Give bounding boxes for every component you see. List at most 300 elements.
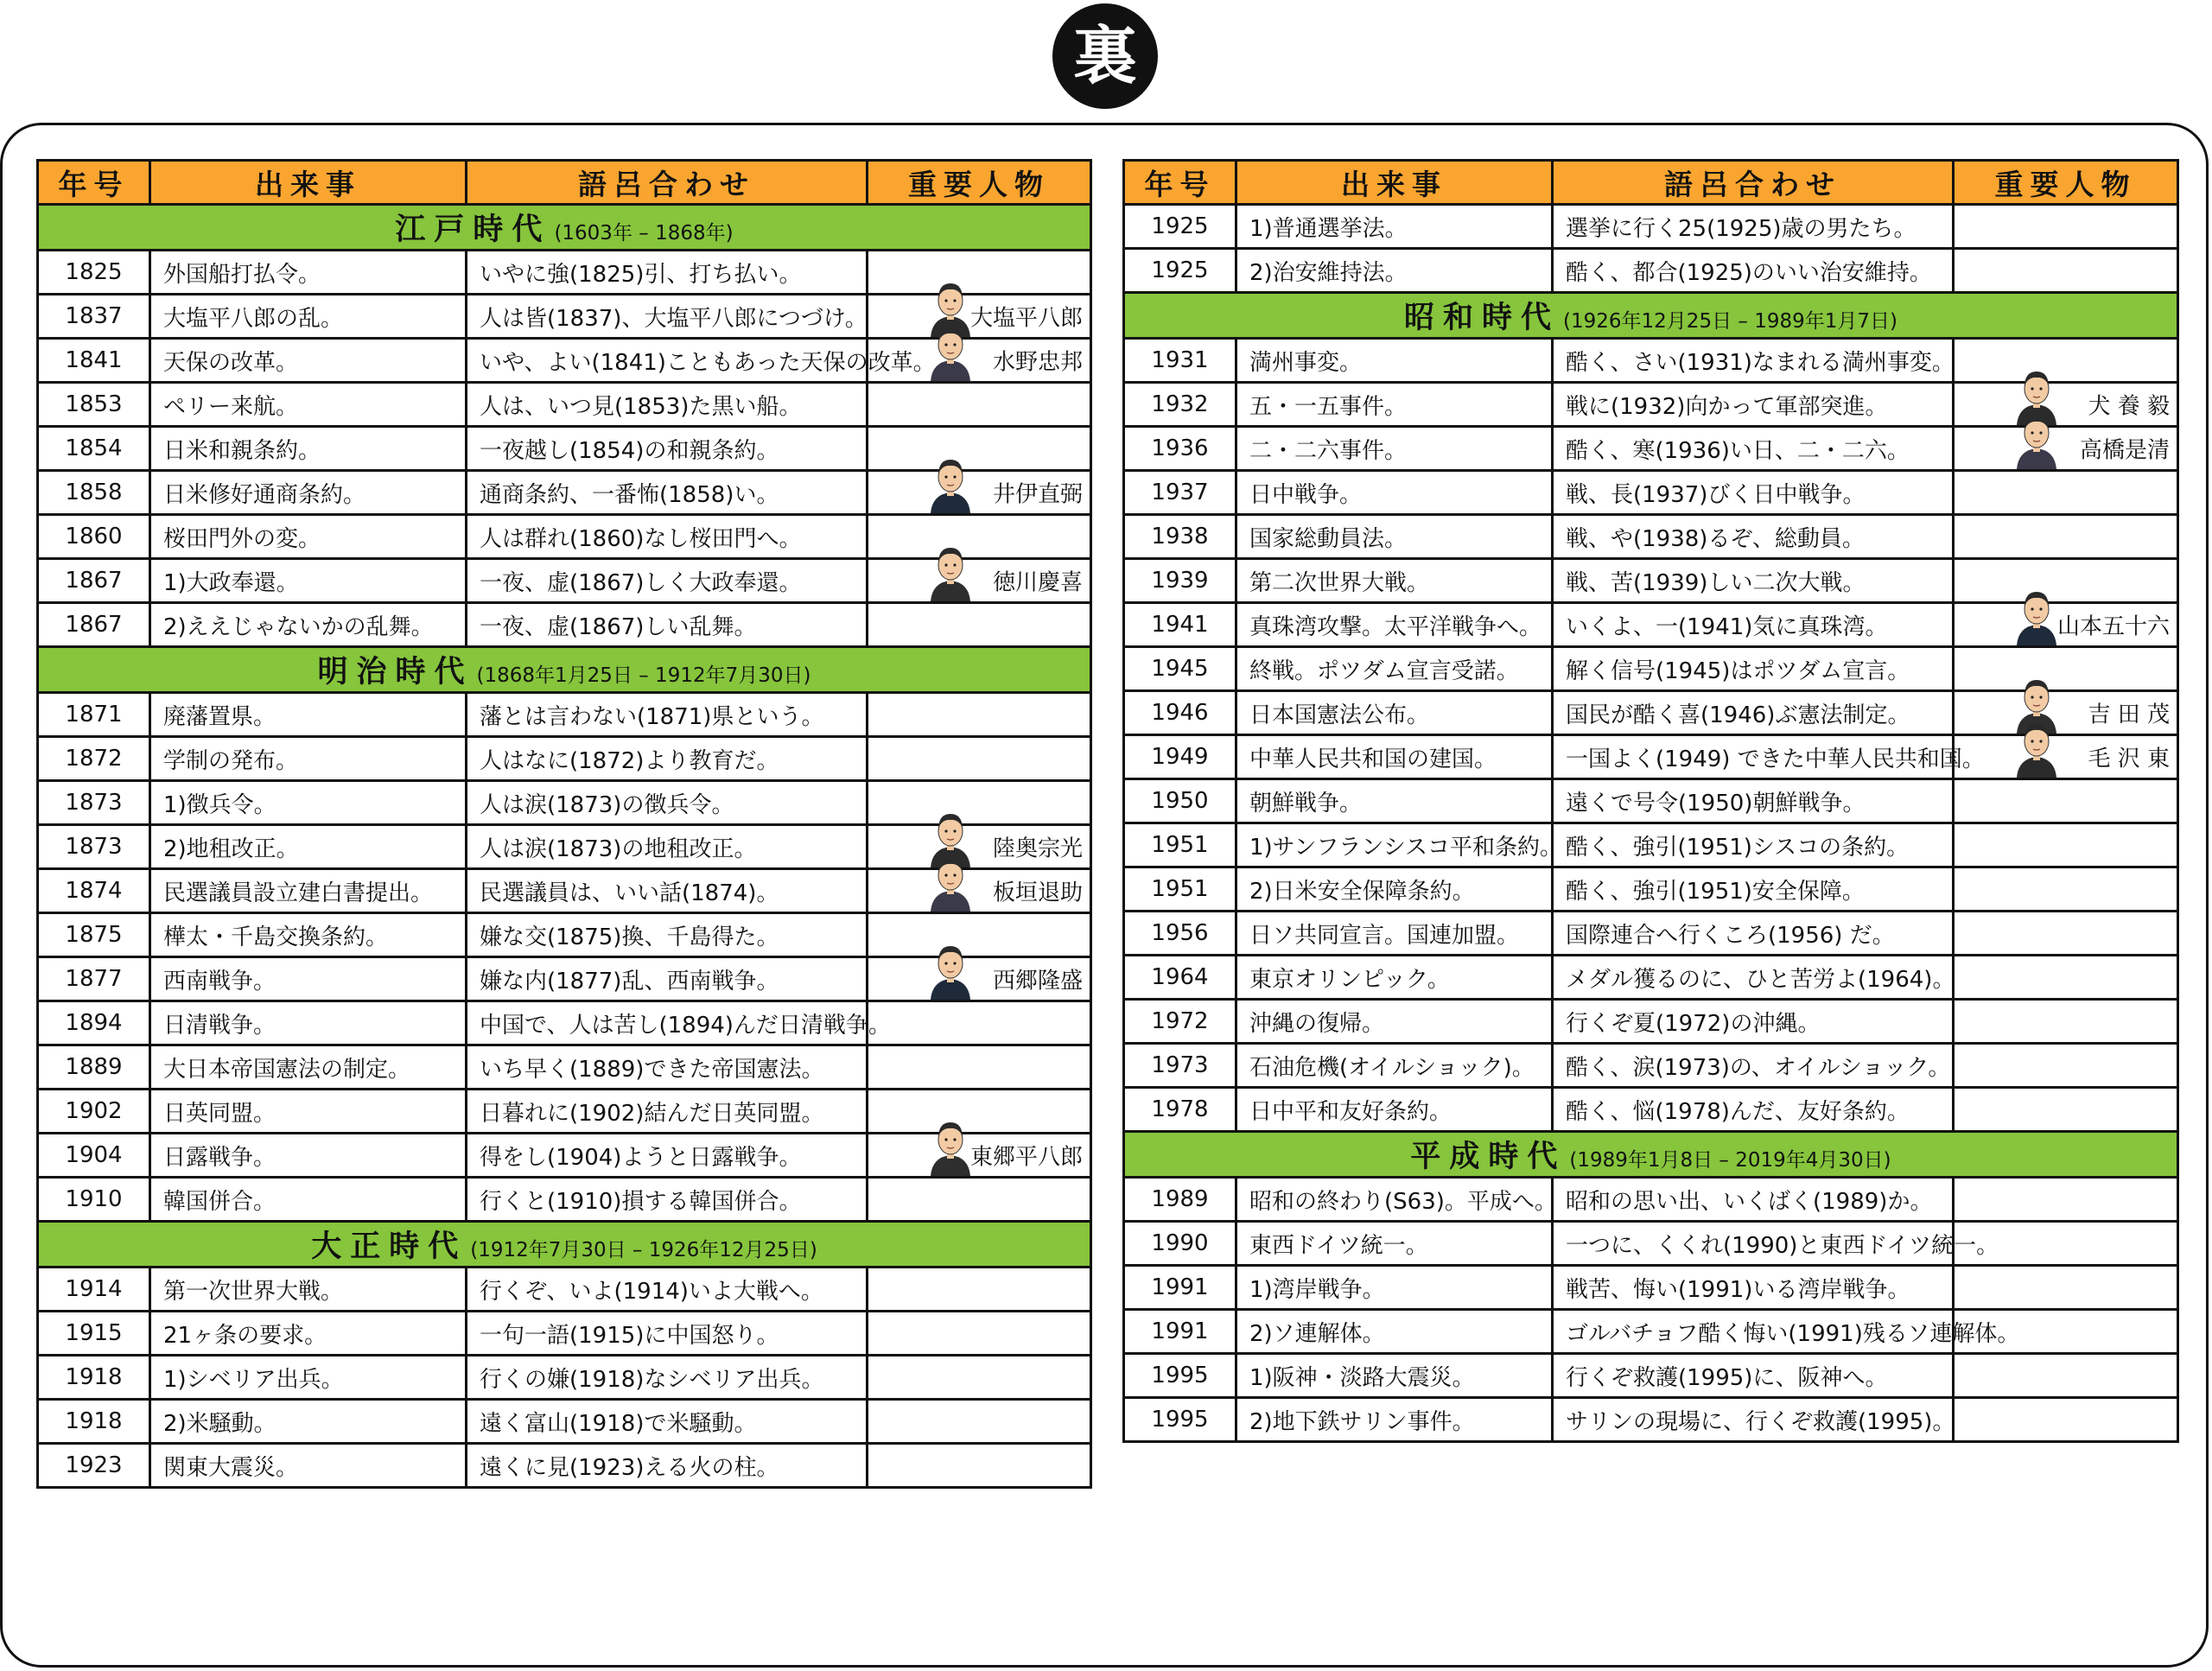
person-cell	[868, 1045, 1091, 1090]
table-row	[38, 339, 1091, 383]
mnemonic-cell: 通商条約、一番怖(1858)い。	[467, 471, 868, 515]
year-cell: 1871	[38, 693, 150, 737]
event-cell: 中華人民共和国の建国。	[1236, 735, 1553, 779]
event-cell: 朝鮮戦争。	[1236, 779, 1553, 823]
mnemonic-cell: 一国よく(1949) できた中華人民共和国。	[1553, 735, 1954, 779]
person-name: 井伊直弼	[992, 481, 1083, 508]
person-cell	[868, 913, 1091, 957]
event-cell: 21ヶ条の要求。	[150, 1312, 467, 1356]
table-row	[1124, 1000, 2178, 1044]
event-cell: 廃藩置県。	[150, 693, 467, 737]
year-cell: 1991	[1124, 1310, 1236, 1354]
portrait-illustration	[927, 319, 974, 381]
table-row	[38, 559, 1091, 603]
year-cell: 1874	[38, 869, 150, 913]
table-row	[38, 1268, 1091, 1312]
event-cell: 桜田門外の変。	[150, 515, 467, 559]
person-cell	[868, 251, 1091, 295]
table-row	[38, 1178, 1091, 1222]
year-cell: 1841	[38, 339, 150, 383]
person-cell	[1954, 691, 2178, 735]
event-cell: 日米修好通商条約。	[150, 471, 467, 515]
portrait-illustration	[927, 451, 974, 513]
person-cell	[868, 1268, 1091, 1312]
person-cell	[868, 957, 1091, 1001]
header-year: 年号	[1124, 161, 1236, 205]
event-cell: 日清戦争。	[150, 1001, 467, 1045]
mnemonic-cell: 国際連合へ行くころ(1956) だ。	[1553, 912, 1954, 956]
year-cell: 1956	[1124, 912, 1236, 956]
event-cell: 1)徴兵令。	[150, 781, 467, 825]
portrait-illustration	[2013, 583, 2060, 645]
event-cell: 1)シベリア出兵。	[150, 1356, 467, 1400]
person-cell	[868, 427, 1091, 471]
portrait-illustration	[927, 1114, 974, 1176]
mnemonic-cell: 嫌な内(1877)乱、西南戦争。	[467, 957, 868, 1001]
portrait-illustration	[927, 937, 974, 1000]
era-range: (1868年1月25日 – 1912年7月30日)	[476, 664, 811, 687]
person-cell	[868, 1444, 1091, 1488]
era-cell	[1124, 1132, 2178, 1178]
mnemonic-cell: 中国で、人は苦し(1894)んだ日清戦争。	[467, 1001, 868, 1045]
event-cell: 1)湾岸戦争。	[1236, 1266, 1553, 1310]
mnemonic-cell: 一夜、虚(1867)しく大政奉還。	[467, 559, 868, 603]
year-cell: 1853	[38, 383, 150, 427]
table-row	[1124, 779, 2178, 823]
table-row	[38, 693, 1091, 737]
table-row	[38, 1444, 1091, 1488]
event-cell: 2)米騒動。	[150, 1400, 467, 1444]
event-cell: 真珠湾攻撃。太平洋戦争へ。	[1236, 603, 1553, 647]
event-cell: 第一次世界大戦。	[150, 1268, 467, 1312]
year-cell: 1995	[1124, 1354, 1236, 1398]
person-cell	[1954, 1178, 2178, 1222]
header-event: 出来事	[150, 161, 467, 205]
table-row	[1124, 912, 2178, 956]
event-cell: 日米和親条約。	[150, 427, 467, 471]
person-name: 水野忠邦	[992, 349, 1083, 376]
person-cell	[1954, 339, 2178, 383]
mnemonic-cell: 人は群れ(1860)なし桜田門へ。	[467, 515, 868, 559]
mnemonic-cell: 得をし(1904)ようと日露戦争。	[467, 1134, 868, 1178]
year-cell: 1872	[38, 737, 150, 781]
event-cell: 1)普通選挙法。	[1236, 205, 1553, 249]
year-cell: 1945	[1124, 647, 1236, 691]
year-cell: 1949	[1124, 735, 1236, 779]
table-row	[1124, 471, 2178, 515]
year-cell: 1951	[1124, 823, 1236, 867]
mnemonic-cell: 行くぞ、いよ(1914)いよ大戦へ。	[467, 1268, 868, 1312]
person-name: 高橋是清	[2079, 437, 2170, 464]
person-cell	[868, 693, 1091, 737]
mnemonic-cell: 酷く、都合(1925)のいい治安維持。	[1553, 249, 1954, 293]
mnemonic-cell: 戦、長(1937)びく日中戦争。	[1553, 471, 1954, 515]
table-row	[1124, 735, 2178, 779]
table-row	[1124, 427, 2178, 471]
mnemonic-cell: 酷く、寒(1936)い日、二・二六。	[1553, 427, 1954, 471]
mnemonic-cell: 国民が酷く喜(1946)ぶ憲法制定。	[1553, 691, 1954, 735]
year-cell: 1867	[38, 603, 150, 647]
person-cell	[868, 339, 1091, 383]
mnemonic-cell: 民選議員は、いい話(1874)。	[467, 869, 868, 913]
person-cell	[1954, 1044, 2178, 1088]
table-row	[38, 1356, 1091, 1400]
table-row	[38, 383, 1091, 427]
table-row	[38, 1045, 1091, 1090]
portrait-illustration	[2013, 407, 2060, 469]
era-row	[38, 647, 1091, 693]
table-row	[1124, 823, 2178, 867]
era-range: (1912年7月30日 – 1926年12月25日)	[470, 1239, 817, 1261]
person-name: 大塩平八郎	[969, 305, 1083, 332]
year-cell: 1858	[38, 471, 150, 515]
person-name: 陸奥宗光	[992, 836, 1083, 862]
event-cell: 関東大震災。	[150, 1444, 467, 1488]
year-cell: 1918	[38, 1356, 150, 1400]
mnemonic-cell: 人は涙(1873)の地租改正。	[467, 825, 868, 869]
era-row	[1124, 293, 2178, 339]
year-cell: 1936	[1124, 427, 1236, 471]
event-cell: 第二次世界大戦。	[1236, 559, 1553, 603]
event-cell: 日英同盟。	[150, 1090, 467, 1134]
table-row	[38, 1400, 1091, 1444]
mnemonic-cell: 一夜越し(1854)の和親条約。	[467, 427, 868, 471]
event-cell: 1)阪神・淡路大震災。	[1236, 1354, 1553, 1398]
event-cell: 2)治安維持法。	[1236, 249, 1553, 293]
person-cell	[1954, 1354, 2178, 1398]
era-cell	[38, 647, 1091, 693]
person-cell	[1954, 912, 2178, 956]
person-cell	[1954, 1088, 2178, 1132]
mnemonic-cell: サリンの現場に、行くぞ救護(1995)。	[1553, 1398, 1954, 1442]
mnemonic-cell: 解く信号(1945)はポツダム宣言。	[1553, 647, 1954, 691]
event-cell: 満州事変。	[1236, 339, 1553, 383]
event-cell: 樺太・千島交換条約。	[150, 913, 467, 957]
event-cell: 学制の発布。	[150, 737, 467, 781]
event-cell: 大塩平八郎の乱。	[150, 295, 467, 339]
year-cell: 1932	[1124, 383, 1236, 427]
era-row	[1124, 1132, 2178, 1178]
era-cell	[38, 1222, 1091, 1268]
mnemonic-cell: 人は、いつ見(1853)た黒い船。	[467, 383, 868, 427]
event-cell: 西南戦争。	[150, 957, 467, 1001]
portrait-illustration	[927, 539, 974, 601]
era-name: 昭和時代	[1404, 301, 1560, 335]
year-cell: 1860	[38, 515, 150, 559]
table-row	[1124, 249, 2178, 293]
event-cell: 天保の改革。	[150, 339, 467, 383]
table-row	[38, 957, 1091, 1001]
person-cell	[1954, 249, 2178, 293]
person-name: 毛 沢 東	[2088, 746, 2170, 772]
year-cell: 1854	[38, 427, 150, 471]
year-cell: 1937	[1124, 471, 1236, 515]
person-cell	[1954, 1222, 2178, 1266]
mnemonic-cell: 行くぞ夏(1972)の沖縄。	[1553, 1000, 1954, 1044]
event-cell: 2)地下鉄サリン事件。	[1236, 1398, 1553, 1442]
event-cell: 2)地租改正。	[150, 825, 467, 869]
event-cell: 終戦。ポツダム宣言受諾。	[1236, 647, 1553, 691]
event-cell: 東京オリンピック。	[1236, 956, 1553, 1000]
header-person: 重要人物	[1954, 161, 2178, 205]
table-row	[38, 737, 1091, 781]
event-cell: 民選議員設立建白書提出。	[150, 869, 467, 913]
mnemonic-cell: 一夜、虚(1867)しい乱舞。	[467, 603, 868, 647]
mnemonic-cell: 酷く、涙(1973)の、オイルショック。	[1553, 1044, 1954, 1088]
table-row	[1124, 1266, 2178, 1310]
event-cell: 2)ソ連解体。	[1236, 1310, 1553, 1354]
mnemonic-cell: 行くぞ救護(1995)に、阪神へ。	[1553, 1354, 1954, 1398]
era-row	[38, 1222, 1091, 1268]
year-cell: 1867	[38, 559, 150, 603]
mnemonic-cell: 人は涙(1873)の徴兵令。	[467, 781, 868, 825]
event-cell: 日ソ共同宣言。国連加盟。	[1236, 912, 1553, 956]
era-name: 大正時代	[311, 1229, 467, 1264]
year-cell: 1923	[38, 1444, 150, 1488]
mnemonic-cell: 酷く、強引(1951)安全保障。	[1553, 867, 1954, 912]
mnemonic-cell: いち早く(1889)できた帝国憲法。	[467, 1045, 868, 1090]
year-cell: 1938	[1124, 515, 1236, 559]
mnemonic-cell: ゴルバチョフ酷く悔い(1991)残るソ連解体。	[1553, 1310, 1954, 1354]
person-cell	[868, 603, 1091, 647]
person-cell	[868, 1090, 1091, 1134]
era-range: (1603年 – 1868年)	[554, 222, 734, 245]
person-cell	[1954, 559, 2178, 603]
person-cell	[1954, 867, 2178, 912]
person-cell	[1954, 515, 2178, 559]
person-cell	[868, 869, 1091, 913]
event-cell: 国家総動員法。	[1236, 515, 1553, 559]
event-cell: 日露戦争。	[150, 1134, 467, 1178]
header-person: 重要人物	[868, 161, 1091, 205]
mnemonic-cell: 行くの嫌(1918)なシベリア出兵。	[467, 1356, 868, 1400]
event-cell: 東西ドイツ統一。	[1236, 1222, 1553, 1266]
event-cell: 沖縄の復帰。	[1236, 1000, 1553, 1044]
timeline-table-left	[36, 159, 1092, 1489]
person-cell	[868, 471, 1091, 515]
mnemonic-cell: 嫌な交(1875)換、千島得た。	[467, 913, 868, 957]
person-name: 吉 田 茂	[2088, 702, 2170, 728]
mnemonic-cell: 日暮れに(1902)結んだ日英同盟。	[467, 1090, 868, 1134]
person-cell	[1954, 779, 2178, 823]
person-cell	[1954, 427, 2178, 471]
table-row	[1124, 1398, 2178, 1442]
table-row	[1124, 1310, 2178, 1354]
person-cell	[868, 1312, 1091, 1356]
event-cell: 石油危機(オイルショック)。	[1236, 1044, 1553, 1088]
year-cell: 1894	[38, 1001, 150, 1045]
table-row	[1124, 1088, 2178, 1132]
person-cell	[1954, 205, 2178, 249]
year-cell: 1964	[1124, 956, 1236, 1000]
event-cell: ペリー来航。	[150, 383, 467, 427]
portrait-illustration	[2013, 715, 2060, 778]
mnemonic-cell: 戦、苦(1939)しい二次大戦。	[1553, 559, 1954, 603]
year-cell: 1915	[38, 1312, 150, 1356]
header-event: 出来事	[1236, 161, 1553, 205]
person-name: 山本五十六	[2056, 613, 2170, 640]
mnemonic-cell: 一句一語(1915)に中国怒り。	[467, 1312, 868, 1356]
person-cell	[868, 559, 1091, 603]
person-name: 板垣退助	[992, 880, 1083, 906]
table-row	[1124, 956, 2178, 1000]
person-cell	[1954, 735, 2178, 779]
mnemonic-cell: 遠くで号令(1950)朝鮮戦争。	[1553, 779, 1954, 823]
header-mnemonic: 語呂合わせ	[467, 161, 868, 205]
mnemonic-cell: 戦、や(1938)るぞ、総動員。	[1553, 515, 1954, 559]
table-row	[1124, 1354, 2178, 1398]
table-row	[38, 869, 1091, 913]
person-cell	[1954, 383, 2178, 427]
event-cell: 昭和の終わり(S63)。平成へ。	[1236, 1178, 1553, 1222]
year-cell: 1914	[38, 1268, 150, 1312]
era-cell	[38, 205, 1091, 251]
year-cell: 1972	[1124, 1000, 1236, 1044]
year-cell: 1918	[38, 1400, 150, 1444]
event-cell: 1)サンフランシスコ平和条約。	[1236, 823, 1553, 867]
era-range: (1926年12月25日 – 1989年1月7日)	[1563, 310, 1897, 333]
table-row	[38, 471, 1091, 515]
side-badge: 裏	[1052, 3, 1158, 109]
year-cell: 1995	[1124, 1398, 1236, 1442]
person-name: 徳川慶喜	[992, 569, 1083, 596]
person-cell	[1954, 1310, 2178, 1354]
year-cell: 1889	[38, 1045, 150, 1090]
table-row	[1124, 515, 2178, 559]
mnemonic-cell: 酷く、強引(1951)シスコの条約。	[1553, 823, 1954, 867]
header-mnemonic: 語呂合わせ	[1553, 161, 1954, 205]
mnemonic-cell: いくよ、一(1941)気に真珠湾。	[1553, 603, 1954, 647]
year-cell: 1925	[1124, 249, 1236, 293]
year-cell: 1910	[38, 1178, 150, 1222]
event-cell: 日本国憲法公布。	[1236, 691, 1553, 735]
person-cell	[868, 1001, 1091, 1045]
mnemonic-cell: 戦苦、悔い(1991)いる湾岸戦争。	[1553, 1266, 1954, 1310]
mnemonic-cell: 酷く、悩(1978)んだ、友好条約。	[1553, 1088, 1954, 1132]
mnemonic-cell: 戦に(1932)向かって軍部突進。	[1553, 383, 1954, 427]
table-row	[1124, 603, 2178, 647]
person-cell	[868, 1356, 1091, 1400]
person-cell	[868, 1178, 1091, 1222]
year-cell: 1950	[1124, 779, 1236, 823]
era-name: 平成時代	[1410, 1140, 1567, 1174]
table-row	[38, 603, 1091, 647]
era-name: 明治時代	[317, 655, 474, 689]
year-cell: 1873	[38, 825, 150, 869]
table-row	[1124, 205, 2178, 249]
person-cell	[868, 295, 1091, 339]
mnemonic-cell: 酷く、さい(1931)なまれる満州事変。	[1553, 339, 1954, 383]
person-cell	[1954, 603, 2178, 647]
year-cell: 1989	[1124, 1178, 1236, 1222]
table-row	[1124, 1044, 2178, 1088]
year-cell: 1902	[38, 1090, 150, 1134]
event-cell: 日中戦争。	[1236, 471, 1553, 515]
table-row	[38, 1134, 1091, 1178]
person-cell	[1954, 471, 2178, 515]
year-cell: 1877	[38, 957, 150, 1001]
table-row	[1124, 867, 2178, 912]
event-cell: 五・一五事件。	[1236, 383, 1553, 427]
person-cell	[868, 1400, 1091, 1444]
event-cell: 2)日米安全保障条約。	[1236, 867, 1553, 912]
person-cell	[1954, 1000, 2178, 1044]
year-cell: 1946	[1124, 691, 1236, 735]
person-name: 西郷隆盛	[992, 968, 1083, 994]
year-cell: 1925	[1124, 205, 1236, 249]
mnemonic-cell: 行くと(1910)損する韓国併合。	[467, 1178, 868, 1222]
era-cell	[1124, 293, 2178, 339]
year-cell: 1875	[38, 913, 150, 957]
mnemonic-cell: メダル獲るのに、ひと苦労よ(1964)。	[1553, 956, 1954, 1000]
era-name: 江戸時代	[395, 213, 551, 247]
mnemonic-cell: 藩とは言わない(1871)県という。	[467, 693, 868, 737]
event-cell: 外国船打払令。	[150, 251, 467, 295]
year-cell: 1941	[1124, 603, 1236, 647]
mnemonic-cell: 選挙に行く25(1925)歳の男たち。	[1553, 205, 1954, 249]
mnemonic-cell: いやに強(1825)引、打ち払い。	[467, 251, 868, 295]
year-cell: 1990	[1124, 1222, 1236, 1266]
year-cell: 1973	[1124, 1044, 1236, 1088]
mnemonic-cell: 遠く富山(1918)で米騒動。	[467, 1400, 868, 1444]
table-row	[1124, 1222, 2178, 1266]
table-header-row	[1124, 161, 2178, 205]
person-cell	[1954, 823, 2178, 867]
era-row	[38, 205, 1091, 251]
event-cell: 日中平和友好条約。	[1236, 1088, 1553, 1132]
person-cell	[868, 737, 1091, 781]
mnemonic-cell: いや、よい(1841)こともあった天保の改革。	[467, 339, 868, 383]
timeline-table-right	[1122, 159, 2179, 1443]
person-cell	[1954, 956, 2178, 1000]
table-header-row	[38, 161, 1091, 205]
person-cell	[1954, 1266, 2178, 1310]
person-cell	[868, 825, 1091, 869]
year-cell: 1951	[1124, 867, 1236, 912]
table-row	[38, 1312, 1091, 1356]
mnemonic-cell: 遠くに見(1923)える火の柱。	[467, 1444, 868, 1488]
year-cell: 1873	[38, 781, 150, 825]
event-cell: 韓国併合。	[150, 1178, 467, 1222]
person-cell	[868, 1134, 1091, 1178]
year-cell: 1939	[1124, 559, 1236, 603]
person-cell	[1954, 1398, 2178, 1442]
table-row	[38, 1001, 1091, 1045]
person-cell	[868, 781, 1091, 825]
era-range: (1989年1月8日 – 2019年4月30日)	[1569, 1149, 1891, 1172]
mnemonic-cell: 昭和の思い出、いくばく(1989)か。	[1553, 1178, 1954, 1222]
table-row	[1124, 1178, 2178, 1222]
year-cell: 1991	[1124, 1266, 1236, 1310]
portrait-illustration	[927, 849, 974, 912]
person-cell	[1954, 647, 2178, 691]
person-name: 東郷平八郎	[969, 1144, 1083, 1171]
event-cell: 二・二六事件。	[1236, 427, 1553, 471]
mnemonic-cell: 人は皆(1837)、大塩平八郎につづけ。	[467, 295, 868, 339]
person-name: 犬 養 毅	[2088, 393, 2170, 420]
event-cell: 2)ええじゃないかの乱舞。	[150, 603, 467, 647]
event-cell: 大日本帝国憲法の制定。	[150, 1045, 467, 1090]
person-cell	[868, 383, 1091, 427]
year-cell: 1825	[38, 251, 150, 295]
mnemonic-cell: 一つに、くくれ(1990)と東西ドイツ統一。	[1553, 1222, 1954, 1266]
year-cell: 1978	[1124, 1088, 1236, 1132]
year-cell: 1904	[38, 1134, 150, 1178]
year-cell: 1931	[1124, 339, 1236, 383]
year-cell: 1837	[38, 295, 150, 339]
event-cell: 1)大政奉還。	[150, 559, 467, 603]
header-year: 年号	[38, 161, 150, 205]
